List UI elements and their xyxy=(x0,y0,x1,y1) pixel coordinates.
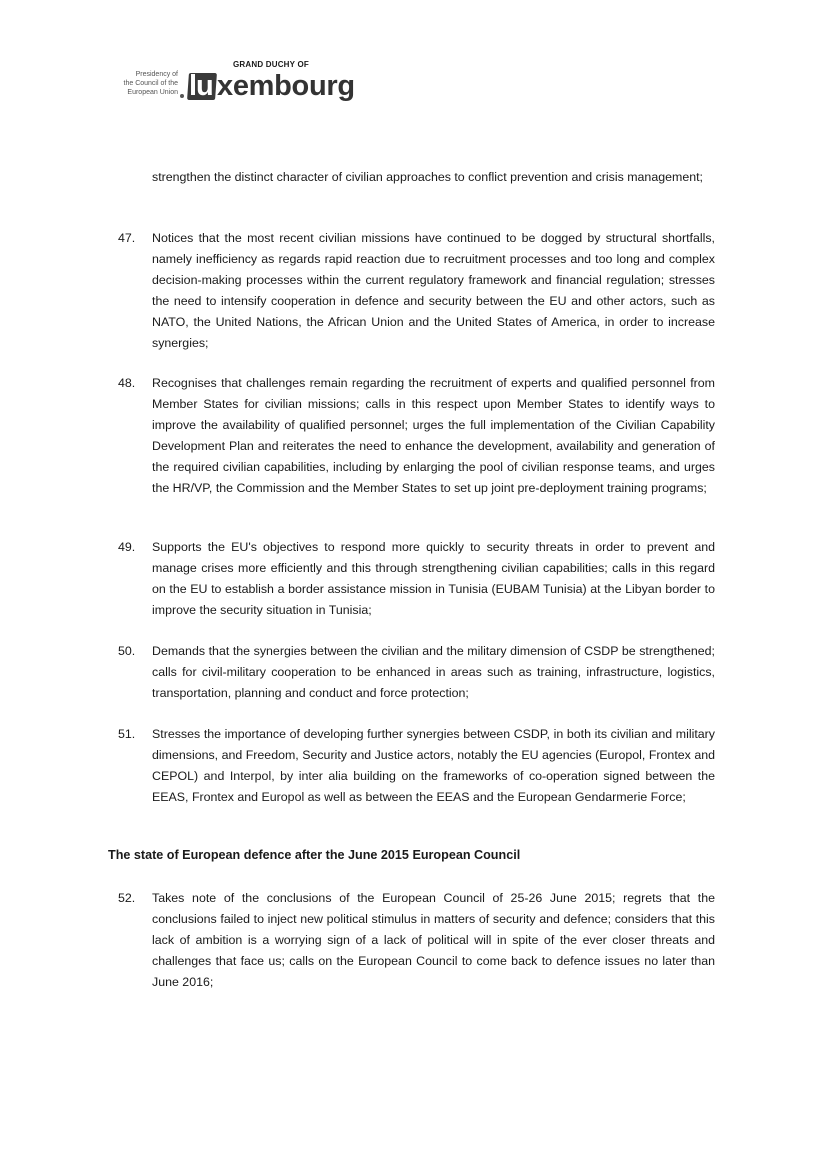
paragraph-48: Recognises that challenges remain regarding the recruitment of experts and qualified personnel from Member States for civilian missions; calls in this respect upon Member States to identify ways to improve the availability of qualified personnel; urges the full implementation of the Civilian Capability Development Plan and reiterates the need to enhance the development, availability and generation of the required civilian capabilities, including by enlarging the pool of civilian response teams, and urges the HR/VP, the Commission and the Member States to set up joint pre-deployment training programs; xyxy=(152,376,715,495)
presidency-line-1: Presidency of xyxy=(135,71,178,78)
paragraph-number-51: 51. xyxy=(118,727,136,741)
paragraph-52: Takes note of the conclusions of the European Council of 25-26 June 2015; regrets that the conclusions failed to inject new political stimulus in matters of security and defence; considers that this lack of ambition is a worrying sign of a lack of political will in spite of the ever closer threats and challenges that face us; calls on the European Council to come back to defence issues no later than June 2016; xyxy=(152,891,715,989)
logo-xembourg-text: xembourg xyxy=(217,70,355,102)
presidency-line-2: the Council of the xyxy=(123,80,178,87)
paragraph-50: Demands that the synergies between the civilian and the military dimension of CSDP be strengthened; calls for civil-military cooperation to be enhanced in areas such as training, infrastructure, logistics, transportation, planning and conduct and force protection; xyxy=(152,644,715,700)
grand-duchy-label: GRAND DUCHY OF xyxy=(233,60,309,69)
paragraph-continuation: strengthen the distinct character of civilian approaches to conflict prevention and crisis management; xyxy=(152,170,703,184)
paragraph-number-48: 48. xyxy=(118,376,136,390)
presidency-line-3: European Union xyxy=(127,89,178,96)
section-heading: The state of European defence after the June 2015 European Council xyxy=(108,848,521,862)
paragraph-number-50: 50. xyxy=(118,644,136,658)
paragraph-51: Stresses the importance of developing further synergies between CSDP, in both its civilian and military dimensions, and Freedom, Security and Justice actors, notably the EU agencies (Europol, Frontex and CEPOL) and Interpol, by inter alia building on the frameworks of co-operation signed between the EEAS, Frontex and Europol as well as between the EEAS and the European Gendarmerie Force; xyxy=(152,727,715,804)
paragraph-47: Notices that the most recent civilian missions have continued to be dogged by structural shortfalls, namely inefficiency as regards rapid reaction due to recruitment processes and too long and complex decision-making processes within the current regulatory framework and financial regulation; stresses the need to intensify cooperation in defence and security between the EU and other actors, such as NATO, the United Nations, the African Union and the United States of America, in order to increase synergies; xyxy=(152,231,715,350)
logo-lu-text: lu xyxy=(189,70,213,102)
logo-bullet-dot xyxy=(180,94,184,98)
paragraph-number-49: 49. xyxy=(118,540,136,554)
presidency-caption xyxy=(88,70,178,97)
paragraph-number-47: 47. xyxy=(118,231,136,245)
paragraph-49: Supports the EU's objectives to respond more quickly to security threats in order to prevent and manage crises more efficiently and this through strengthening civilian capabilities; calls in this regard on the EU to establish a border assistance mission in Tunisia (EUBAM Tunisia) at the Libyan border to improve the security situation in Tunisia; xyxy=(152,540,715,617)
paragraph-number-52: 52. xyxy=(118,891,136,905)
presidency-logo xyxy=(88,58,388,114)
